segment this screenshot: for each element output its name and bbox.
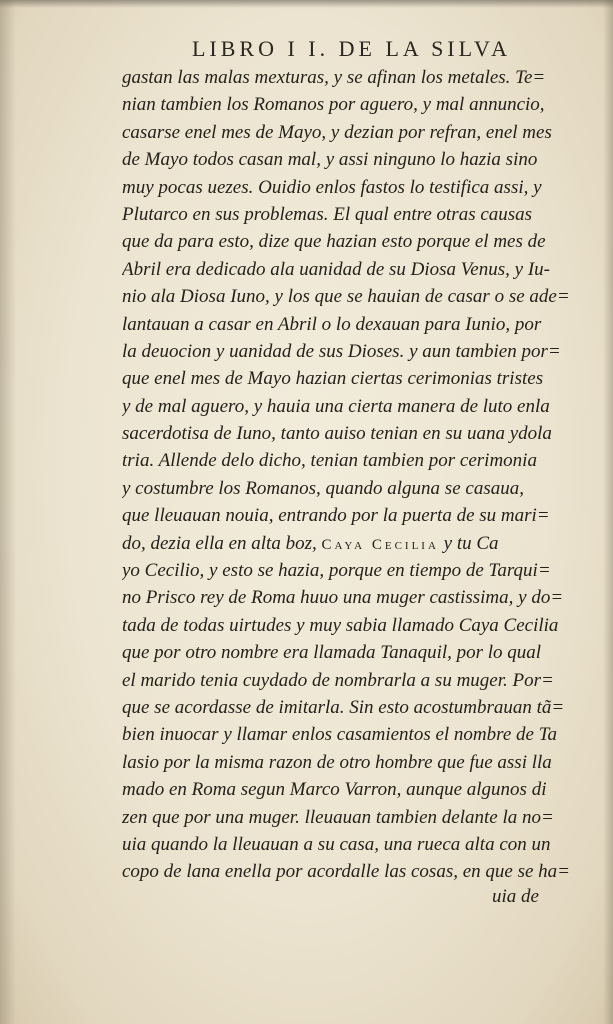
text-line: que da para esto, dize que hazian esto porque el mes de bbox=[122, 231, 546, 253]
text-line: tria. Allende delo dicho, tenian tambien por cerimonia bbox=[122, 450, 537, 472]
text-line: Plutarco en sus problemas. El qual entre otras causas bbox=[122, 203, 533, 225]
text-line: de Mayo todos casan mal, y assi ninguno lo hazia sino bbox=[122, 149, 538, 171]
text-line: lantauan a casar en Abril o lo dexauan para Iunio, por bbox=[122, 313, 542, 335]
text-line-end: y tu Ca bbox=[438, 532, 499, 554]
text-line: zen que por una muger. lleuauan tambien delante la no= bbox=[122, 806, 554, 828]
text-line: yo Cecilio, y esto se hazia, porque en tiempo de Tarqui= bbox=[122, 560, 551, 582]
text-line: tada de todas uirtudes y muy sabia llamado Caya Cecilia bbox=[122, 614, 559, 636]
text-line: y de mal aguero, y hauia una cierta manera de luto enla bbox=[122, 395, 550, 417]
running-header: LIBRO I I. DE LA SILVA bbox=[191, 36, 511, 61]
page-gutter-shadow bbox=[0, 0, 16, 1024]
text-line: que por otro nombre era llamada Tanaquil, por lo qual bbox=[122, 642, 542, 664]
text-line: que lleuauan nouia, entrando por la puerta de su mari= bbox=[122, 505, 550, 527]
text-line: nio ala Diosa Iuno, y los que se hauian de casar o se ade= bbox=[122, 286, 570, 308]
text-line: mado en Roma segun Marco Varron, aunque algunos di bbox=[122, 779, 547, 801]
text-line: bien inuocar y llamar enlos casamientos el nombre de Ta bbox=[122, 724, 558, 746]
page-right-shadow bbox=[603, 0, 613, 1024]
text-line: gastan las malas mexturas, y se afinan los metales. Te= bbox=[122, 67, 546, 88]
text-line: muy pocas uezes. Ouidio enlos fastos lo testifica assi, y bbox=[122, 176, 542, 198]
text-line: Abril era dedicado ala uanidad de su Diosa Venus, y Iu- bbox=[122, 258, 550, 280]
text-line: lasio por la misma razon de otro hombre que fue assi lla bbox=[122, 751, 552, 773]
text-line: que enel mes de Mayo hazian ciertas cerimonias tristes bbox=[122, 368, 544, 390]
text-line: la deuocion y uanidad de sus Dioses. y aun tambien por= bbox=[122, 340, 561, 362]
text-line: casarse enel mes de Mayo, y dezian por refran, enel mes bbox=[122, 121, 552, 143]
text-line-start: do, dezia ella en alta boz, bbox=[122, 532, 322, 554]
text-line: el marido tenia cuydado de nombrarla a su muger. Por= bbox=[122, 669, 554, 691]
text-line: sacerdotisa de Iuno, tanto auiso tenian en su uana ydola bbox=[122, 423, 552, 445]
name-smallcaps: Caya Cecilia bbox=[321, 536, 439, 553]
text-line: no Prisco rey de Roma huuo una muger castissima, y do= bbox=[122, 587, 564, 609]
text-line: nian tambien los Romanos por aguero, y mal annuncio, bbox=[122, 94, 545, 116]
text-line: y costumbre los Romanos, quando alguna se casaua, bbox=[122, 477, 524, 499]
page-top-shadow bbox=[0, 0, 613, 8]
text-block bbox=[122, 64, 592, 886]
text-line: copo de lana enella por acordalle las cosas, en que se ha= bbox=[122, 861, 570, 883]
catchword: uia de bbox=[492, 886, 539, 907]
text-line: que se acordasse de imitarla. Sin esto acostumbrauan tã= bbox=[122, 696, 565, 718]
text-line-with-name bbox=[122, 530, 592, 557]
text-line: uia quando la lleuauan a su casa, una rueca alta con un bbox=[122, 833, 551, 855]
